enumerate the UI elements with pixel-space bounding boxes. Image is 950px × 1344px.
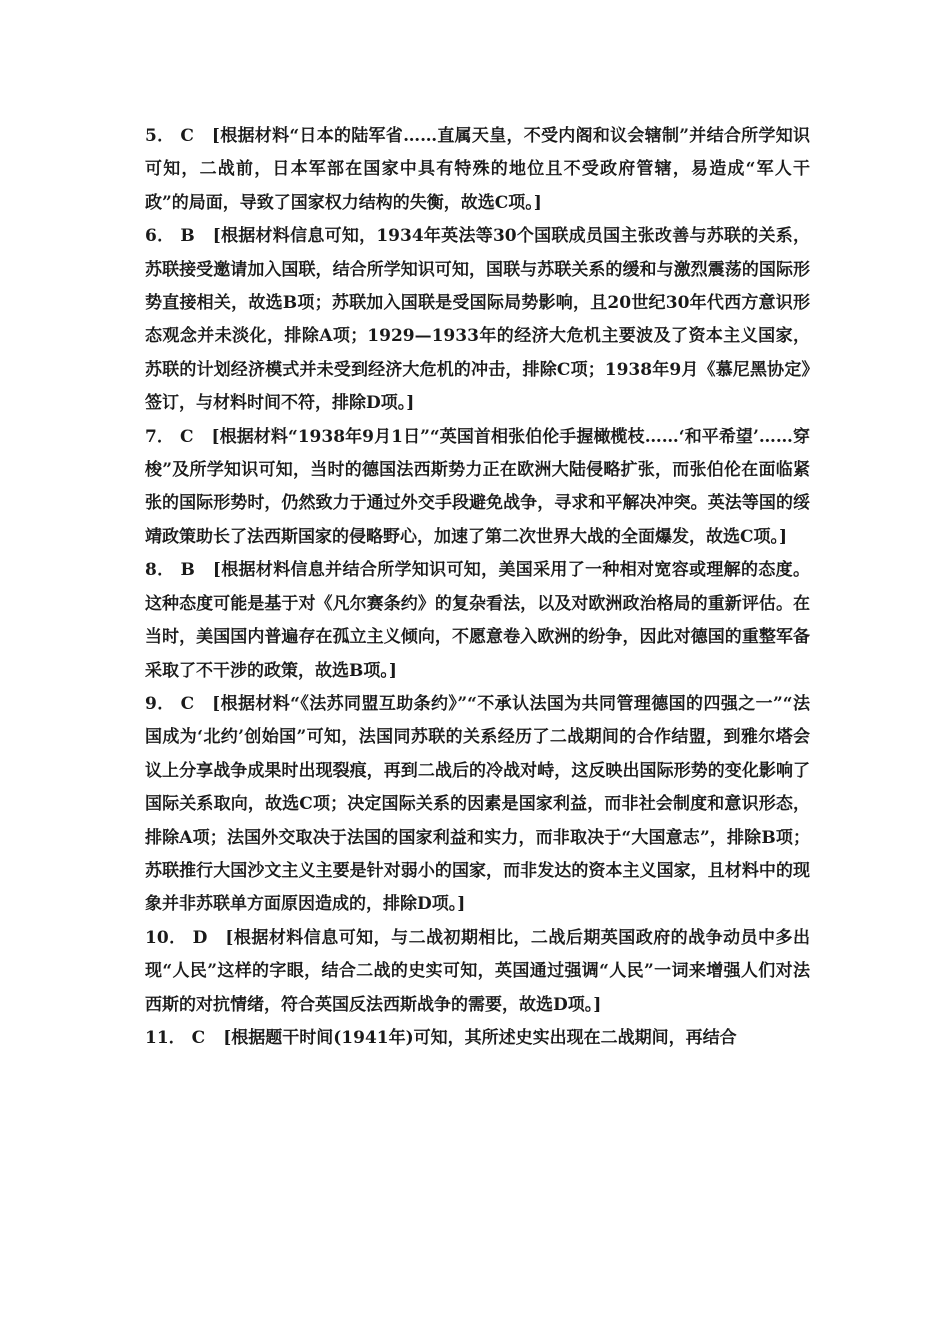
answer-option: B bbox=[180, 560, 195, 581]
answer-item-9 bbox=[145, 688, 810, 922]
answer-item-8 bbox=[145, 554, 810, 688]
answer-item-10 bbox=[145, 922, 810, 1022]
answer-option: B bbox=[180, 226, 195, 247]
question-number: 11． bbox=[145, 1027, 186, 1048]
answer-item-6 bbox=[145, 220, 810, 420]
question-number: 7． bbox=[145, 426, 174, 447]
answer-item-11 bbox=[145, 1022, 810, 1055]
question-number: 8． bbox=[145, 560, 175, 581]
answer-explanation: [根据材料信息可知，与二战初期相比，二战后期英国政府的战争动员中多出现“人民”这样的字眼，结合二战的史实可知，英国通过强调“人民”一词来增强人们对法西斯的对抗情绪，符合英国反法西斯战争的需要，故选D项。] bbox=[145, 927, 810, 1015]
answer-option: C bbox=[179, 426, 194, 447]
answer-option: C bbox=[180, 693, 195, 714]
answer-explanation: [根据材料信息可知，1934年英法等30个国联成员国主张改善与苏联的关系，苏联接受邀请加入国联，结合所学知识可知，国联与苏联关系的缓和与激烈震荡的国际形势直接相关，故选B项；苏联加入国联是受国际局势影响，且20世纪30年代西方意识形态观念并未淡化，排除A项；1929—1933年的经济大危机主要波及了资本主义国家，苏联的计划经济模式并未受到经济大危机的冲击，排除C项；1938年9月《慕尼黑协定》签订，与材料时间不符，排除D项。] bbox=[145, 226, 810, 414]
question-number: 10． bbox=[145, 927, 187, 948]
answer-explanation: [根据材料“日本的陆军省……直属天皇，不受内阁和议会辖制”并结合所学知识可知，二战前，日本军部在国家中具有特殊的地位且不受政府管辖，易造成“军人干政”的局面，导致了国家权力结构的失衡，故选C项。] bbox=[145, 126, 810, 213]
answer-explanation: [根据材料“《法苏同盟互助条约》”“不承认法国为共同管理德国的四强之一”“法国成为‘北约’创始国”可知，法国同苏联的关系经历了二战期间的合作结盟，到雅尔塔会议上分享战争成果时出现裂痕，再到二战后的冷战对峙，这反映出国际形势的变化影响了国际关系取向，故选C项；决定国际关系的因素是国家利益，而非社会制度和意识形态，排除A项；法国外交取决于法国的国家利益和实力，而非取决于“大国意志”，排除B项；苏联推行大国沙文主义主要是针对弱小的国家，而非发达的资本主义国家，且材料中的现象并非苏联单方面原因造成的，排除D项。] bbox=[145, 693, 810, 915]
answer-explanation: [根据材料信息并结合所学知识可知，美国采用了一种相对宽容或理解的态度。这种态度可能是基于对《凡尔赛条约》的复杂看法，以及对欧洲政治格局的重新评估。在当时，美国国内普遍存在孤立主义倾向，不愿意卷入欧洲的纷争，因此对德国的重整军备采取了不干涉的政策，故选B项。] bbox=[145, 560, 810, 681]
question-number: 9． bbox=[145, 693, 175, 714]
answer-option: D bbox=[192, 927, 208, 948]
answer-explanation: [根据材料“1938年9月1日”“英国首相张伯伦手握橄榄枝……‘和平希望’……穿梭”及所学知识可知，当时的德国法西斯势力正在欧洲大陆侵略扩张，而张伯伦在面临紧张的国际形势时，仍然致力于通过外交手段避免战争，寻求和平解决冲突。英法等国的绥靖政策助长了法西斯国家的侵略野心，加速了第二次世界大战的全面爆发，故选C项。] bbox=[145, 426, 810, 547]
question-number: 5． bbox=[145, 126, 175, 146]
answer-list bbox=[145, 120, 810, 1055]
answer-option: C bbox=[180, 126, 194, 146]
answer-option: C bbox=[191, 1027, 206, 1048]
question-number: 6． bbox=[145, 226, 175, 247]
answer-item-5 bbox=[145, 120, 810, 220]
answer-explanation: [根据题干时间(1941年)可知，其所述史实出现在二战期间，再结合 bbox=[223, 1027, 737, 1048]
answer-item-7 bbox=[145, 421, 810, 555]
